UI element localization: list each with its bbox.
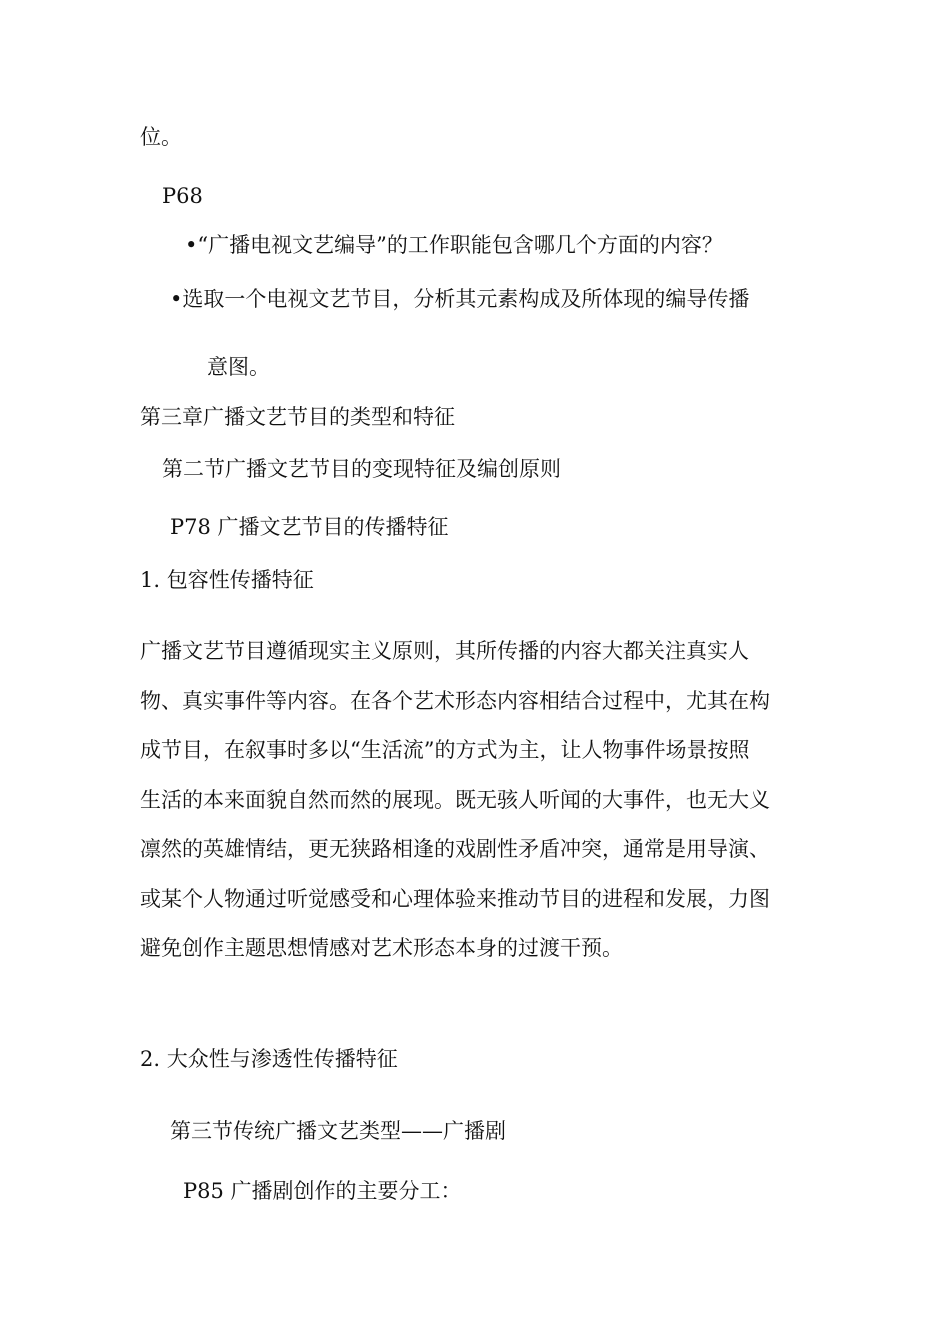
bullet-question-2: •选取一个电视文艺节目，分析其元素构成及所体现的编导传播 [170, 287, 750, 311]
numbered-item-1: 1. 包容性传播特征 [140, 568, 314, 592]
page-reference-topic: P78 广播文艺节目的传播特征 [170, 515, 449, 539]
paragraph-line: 或某个人物通过听觉感受和心理体验来推动节目的进程和发展，力图 [140, 886, 770, 911]
paragraph-line: 广播文艺节目遵循现实主义原则，其所传播的内容大都关注真实人 [140, 639, 749, 663]
chapter-heading: 第三章广播文艺节目的类型和特征 [140, 405, 455, 429]
numbered-item-2: 2. 大众性与渗透性传播特征 [140, 1047, 398, 1071]
paragraph-line: 物、真实事件等内容。在各个艺术形态内容相结合过程中，尤其在构 [140, 688, 770, 713]
section-heading: 第二节广播文艺节目的变现特征及编创原则 [162, 457, 561, 481]
page-reference-topic: P85 广播剧创作的主要分工： [183, 1179, 462, 1203]
continued-text: 位。 [140, 125, 182, 149]
paragraph-line: 生活的本来面貌自然而然的展现。既无骇人听闻的大事件，也无大义 [140, 787, 770, 812]
paragraph-line: 凛然的英雄情结，更无狭路相逢的戏剧性矛盾冲突，通常是用导演、 [140, 837, 770, 861]
body-paragraph [140, 631, 816, 978]
bullet-question-2-continuation: 意图。 [207, 355, 270, 379]
paragraph-line: 避免创作主题思想情感对艺术形态本身的过渡干预。 [140, 936, 623, 960]
page-reference: P68 [162, 184, 203, 208]
bullet-question-1: •“广播电视文艺编导”的工作职能包含哪几个方面的内容？ [185, 233, 723, 257]
paragraph-line: 成节目，在叙事时多以“生活流”的方式为主，让人物事件场景按照 [140, 738, 750, 762]
section-heading: 第三节传统广播文艺类型——广播剧 [170, 1119, 506, 1143]
